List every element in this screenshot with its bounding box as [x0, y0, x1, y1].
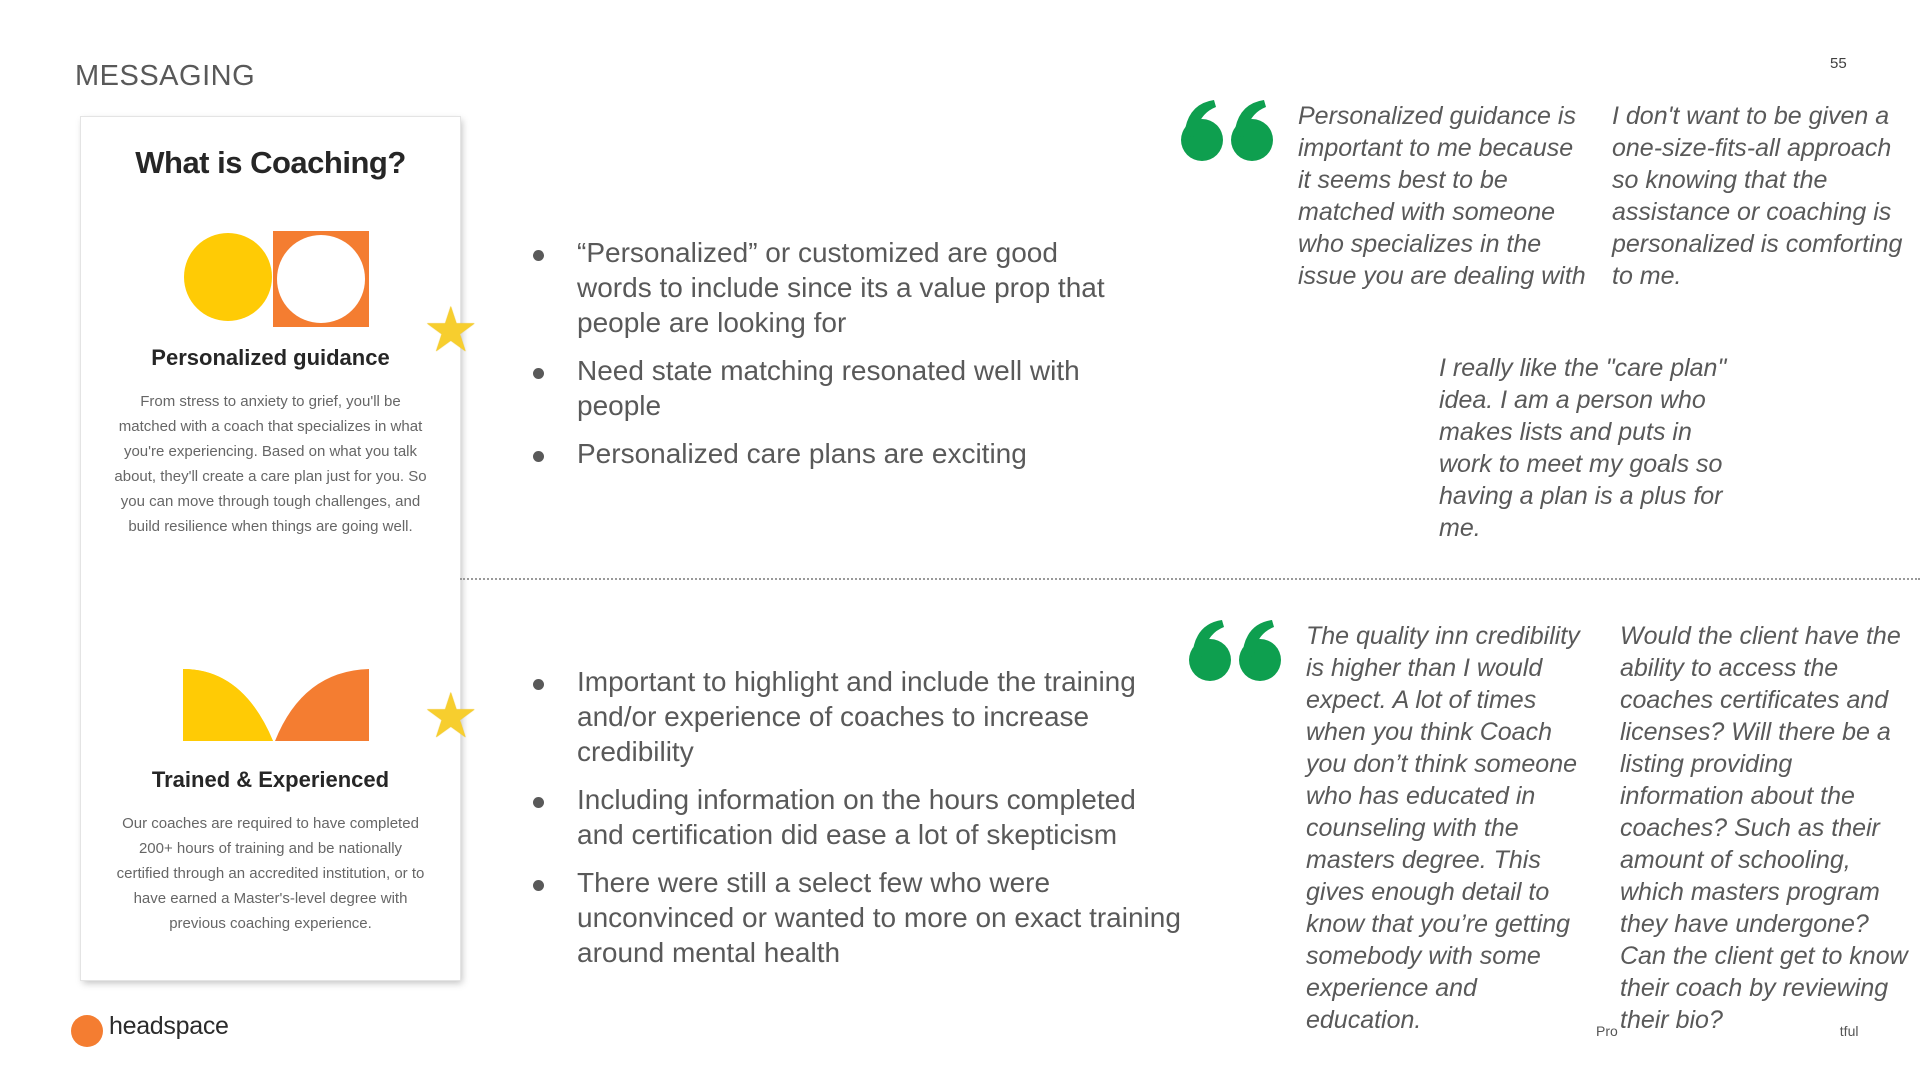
- quote-text: Would the client have the ability to access the coaches certificates and licenses? Will there be a listing providing information about the coaches? Such as their amount of schooling, which masters program they have undergone? Can the client get to know their coach by reviewing their bio?: [1620, 622, 1908, 1034]
- quote-text: I really like the "care plan" idea. I am a person who makes lists and puts in work to meet my goals so having a plan is a plus for me.: [1439, 354, 1727, 542]
- list-item: Including information on the hours completed and certification did ease a lot of skepticism: [533, 782, 1183, 852]
- findings-list-top: [533, 235, 1113, 484]
- bullet-icon: [533, 679, 544, 690]
- bullet-icon: [533, 250, 544, 261]
- page-title: MESSAGING: [75, 60, 256, 92]
- trained-shapes-icon: [183, 669, 369, 743]
- headspace-logo-icon: [71, 1015, 103, 1047]
- bullet-icon: [533, 451, 544, 462]
- star-icon: ★: [423, 296, 479, 365]
- page-number: 55: [1830, 55, 1847, 72]
- findings-list-bottom: [533, 664, 1183, 983]
- section-divider: [460, 578, 1920, 580]
- personalized-shapes-icon: [181, 225, 371, 329]
- quote-text: The quality inn credibility is higher than I would expect. A lot of times when you think Coach you don’t think someone who has educated in counseling with the masters degree. This gives enough detail to know that you’re getting somebody with some experience and education.: [1306, 622, 1580, 1034]
- quote-text: Personalized guidance is important to me because it seems best to be matched with someone who specializes in the issue you are dealing with: [1298, 102, 1586, 290]
- card-section-heading: Personalized guidance: [151, 345, 390, 370]
- quote-mark-icon: [1188, 618, 1284, 682]
- card-section-body: Our coaches are required to have completed 200+ hours of training and be nationally certified through an accredited institution, or to have earned a Master's-level degree with previous coaching experience.: [116, 815, 425, 932]
- footer-note: Pro tful: [1596, 1023, 1859, 1039]
- list-item: “Personalized” or customized are good words to include since its a value prop that people are looking for: [533, 235, 1113, 340]
- bullet-icon: [533, 368, 544, 379]
- list-item: Personalized care plans are exciting: [533, 436, 1113, 471]
- star-icon: ★: [423, 682, 479, 751]
- list-item: Important to highlight and include the training and/or experience of coaches to increase credibility: [533, 664, 1183, 769]
- coaching-card: [81, 117, 460, 980]
- quote-text: I don't want to be given a one-size-fits-all approach so knowing that the assistance or coaching is personalized is comforting to me.: [1612, 102, 1903, 290]
- bullet-icon: [533, 880, 544, 891]
- list-item: Need state matching resonated well with people: [533, 353, 1113, 423]
- card-section-body: From stress to anxiety to grief, you'll be matched with a coach that specializes in what you're experiencing. Based on what you talk about, they'll create a care plan just for you. So you can move through tough challenges, and build resilience when things are going well.: [114, 393, 427, 535]
- headspace-logo-text: headspace: [109, 1012, 229, 1040]
- card-title: What is Coaching?: [135, 145, 406, 180]
- card-section-heading: Trained & Experienced: [151, 767, 390, 792]
- list-item: There were still a select few who were unconvinced or wanted to more on exact training around mental health: [533, 865, 1183, 970]
- quote-mark-icon: [1180, 98, 1276, 162]
- bullet-icon: [533, 797, 544, 808]
